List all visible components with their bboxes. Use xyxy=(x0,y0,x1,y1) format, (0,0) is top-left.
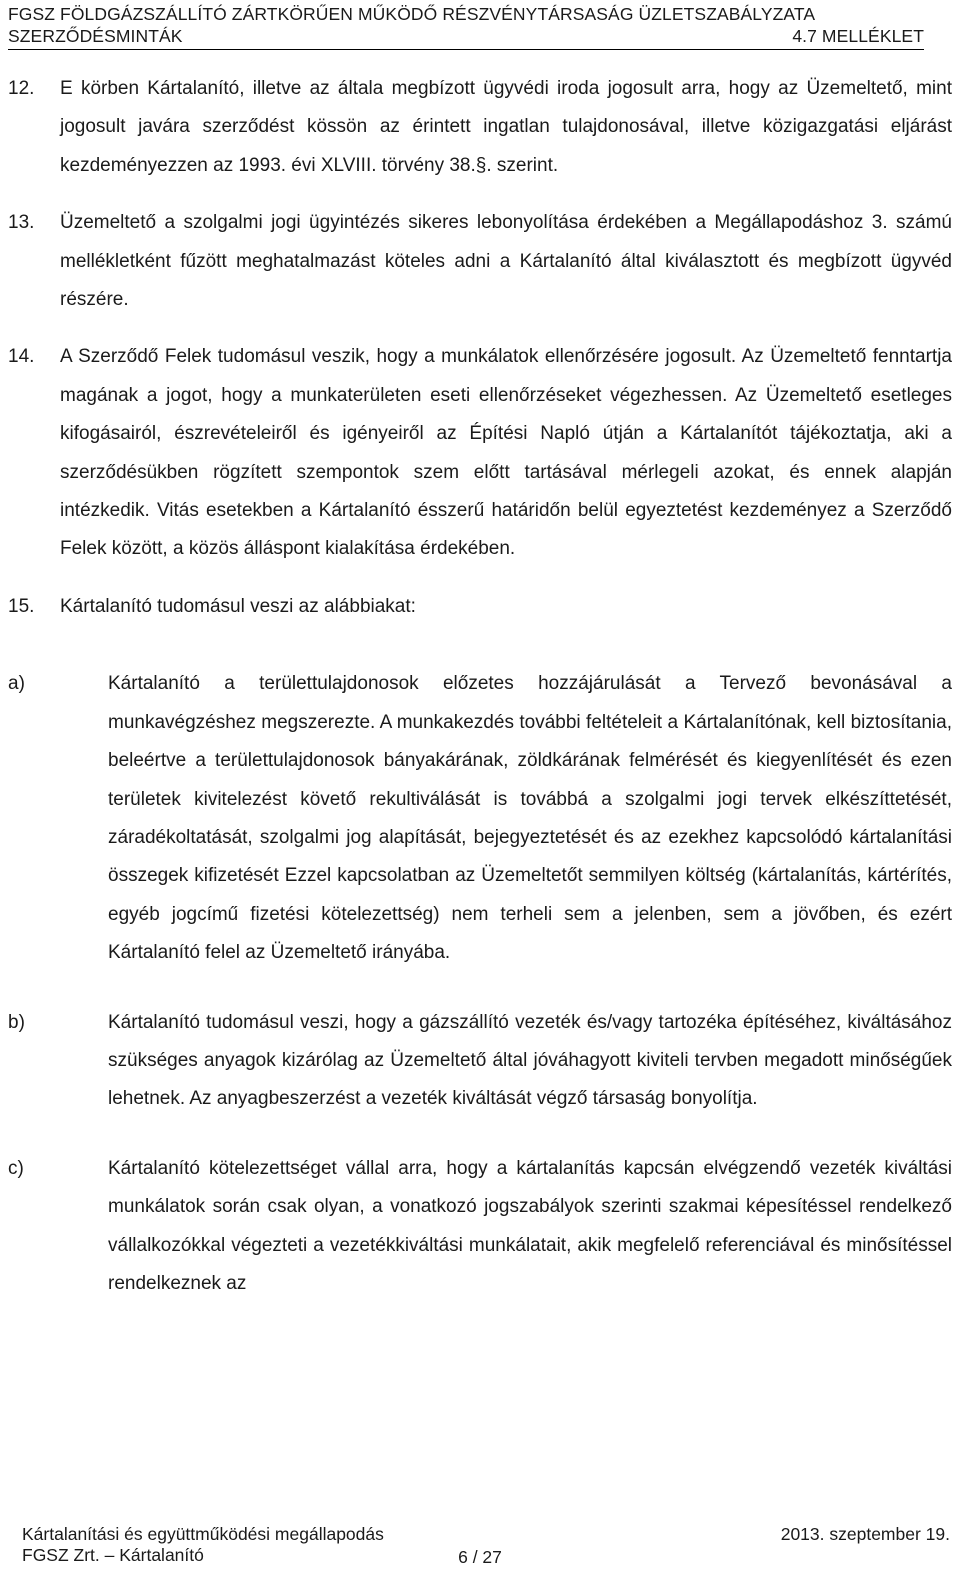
paragraph-number: 13. xyxy=(8,212,35,234)
header-annex: 4.7 MELLÉKLET xyxy=(792,26,924,46)
header-sub-row xyxy=(8,25,924,47)
paragraph-15 xyxy=(8,588,952,626)
list-item-text: Kártalanító kötelezettséget vállal arra, hogy a kártalanítás kapcsán elvégzendő vezeték kiváltási munkálatok során csak olyan, a vonatkozó jogszabályok szerinti szakmai képesítéssel rendelkező vállalkozókkal végezteti a vezetékkiváltási munkálatait, akik megfelelő referenciával és minősítéssel rendelkeznek az xyxy=(108,1157,952,1294)
list-item-label: c) xyxy=(8,1157,24,1179)
paragraph-12 xyxy=(8,70,952,185)
list-item-a xyxy=(8,665,952,972)
page-number: 6 / 27 xyxy=(458,1547,502,1567)
list-item-text: Kártalanító tudomásul veszi, hogy a gázszállító vezeték és/vagy tartozéka építéséhez, kiváltásához szükséges anyagok kizárólag az Üzemeltető által jóváhagyott kiviteli tervben megadott minőségűek lehetnek. Az anyagbeszerzést a vezeték kiváltását végző társaság bonyolítja. xyxy=(108,1011,952,1110)
document-body xyxy=(8,70,952,1303)
footer-date: 2013. szeptember 19. xyxy=(780,1524,950,1544)
list-item-c xyxy=(8,1150,952,1304)
header-section: SZERZŐDÉSMINTÁK xyxy=(8,26,183,46)
footer-document-title: Kártalanítási és együttműködési megállapodás xyxy=(22,1524,384,1544)
paragraph-text: Üzemeltető a szolgalmi jogi ügyintézés sikeres lebonyolítása érdekében a Megállapodáshoz 3. számú mellékletként fűzött meghatalmazást köteles adni a Kártalanító által kiválasztott és megbízott ügyvéd részére. xyxy=(60,212,952,311)
paragraph-text: A Szerződő Felek tudomásul veszik, hogy a munkálatok ellenőrzésére jogosult. Az Üzemeltető fenntartja magának a jogot, hogy a munkaterületen eseti ellenőrzéseket végezhessen. Az Üzemeltető esetleges kifogásairól, észrevételeiről és igényeiről az Építési Napló útján a Kártalanítót tájékoztatja, aki a szerződésükben rögzített szempontok szem előtt tartásával mérlegeli azokat, és ennek alapján intézkedik. Vitás esetekben a Kártalanító ésszerű határidőn belül egyeztetést kezdeményez a Szerződő Felek között, a közös álláspont kialakítása érdekében. xyxy=(60,346,952,560)
footer-parties: FGSZ Zrt. – Kártalanító xyxy=(22,1545,204,1565)
paragraph-14 xyxy=(8,338,952,568)
paragraph-number: 12. xyxy=(8,78,35,99)
paragraph-13 xyxy=(8,204,952,319)
list-item-label: b) xyxy=(8,1011,25,1033)
list-item-b xyxy=(8,1004,952,1119)
list-item-label: a) xyxy=(8,673,25,695)
paragraph-number: 15. xyxy=(8,595,35,617)
paragraph-text: E körben Kártalanító, illetve az általa megbízott ügyvédi iroda jogosult arra, hogy az Üzemeltető, mint jogosult javára szerződést kössön az érintett ingatlan tulajdonosával, illetve közigazgatási eljárást kezdeményezzen az 1993. évi XLVIII. törvény 38.§. szerint. xyxy=(60,78,952,176)
list-item-text: Kártalanító a területtulajdonosok előzetes hozzájárulását a Tervező bevonásával a munkavégzéshez megszerezte. A munkakezdés további feltételeit a Kártalanítónak, kell biztosítania, beleértve a területtulajdonosok bányakárának, zöldkárának felmérését és kiegyenlítését és ezen területek kivitelezést követő rekultiválását is továbbá a szolgalmi jogi tervek elkészíttetését, záradékoltatását, szolgalmi jog alapítását, bejegyeztetését és az ezekhez kapcsolódó kártalanítási összegek kifizetését Ezzel kapcsolatban az Üzemeltetőt semmilyen költség (kártalanítás, kártérítés, egyéb jogcímű fizetési kötelezettség) nem terheli sem a jelenben, sem a jövőben, és ezért Kártalanító felel az Üzemeltető irányába. xyxy=(108,673,952,964)
paragraph-number: 14. xyxy=(8,346,35,368)
header-title: FGSZ FÖLDGÁZSZÁLLÍTÓ ZÁRTKÖRŰEN MŰKÖDŐ RÉSZVÉNYTÁRSASÁG ÜZLETSZABÁLYZATA xyxy=(8,4,816,24)
header-title-row xyxy=(8,3,924,25)
footer-row-1 xyxy=(22,1524,950,1545)
paragraph-text: Kártalanító tudomásul veszi az alábbiakat: xyxy=(60,595,416,617)
page-header xyxy=(8,3,924,50)
